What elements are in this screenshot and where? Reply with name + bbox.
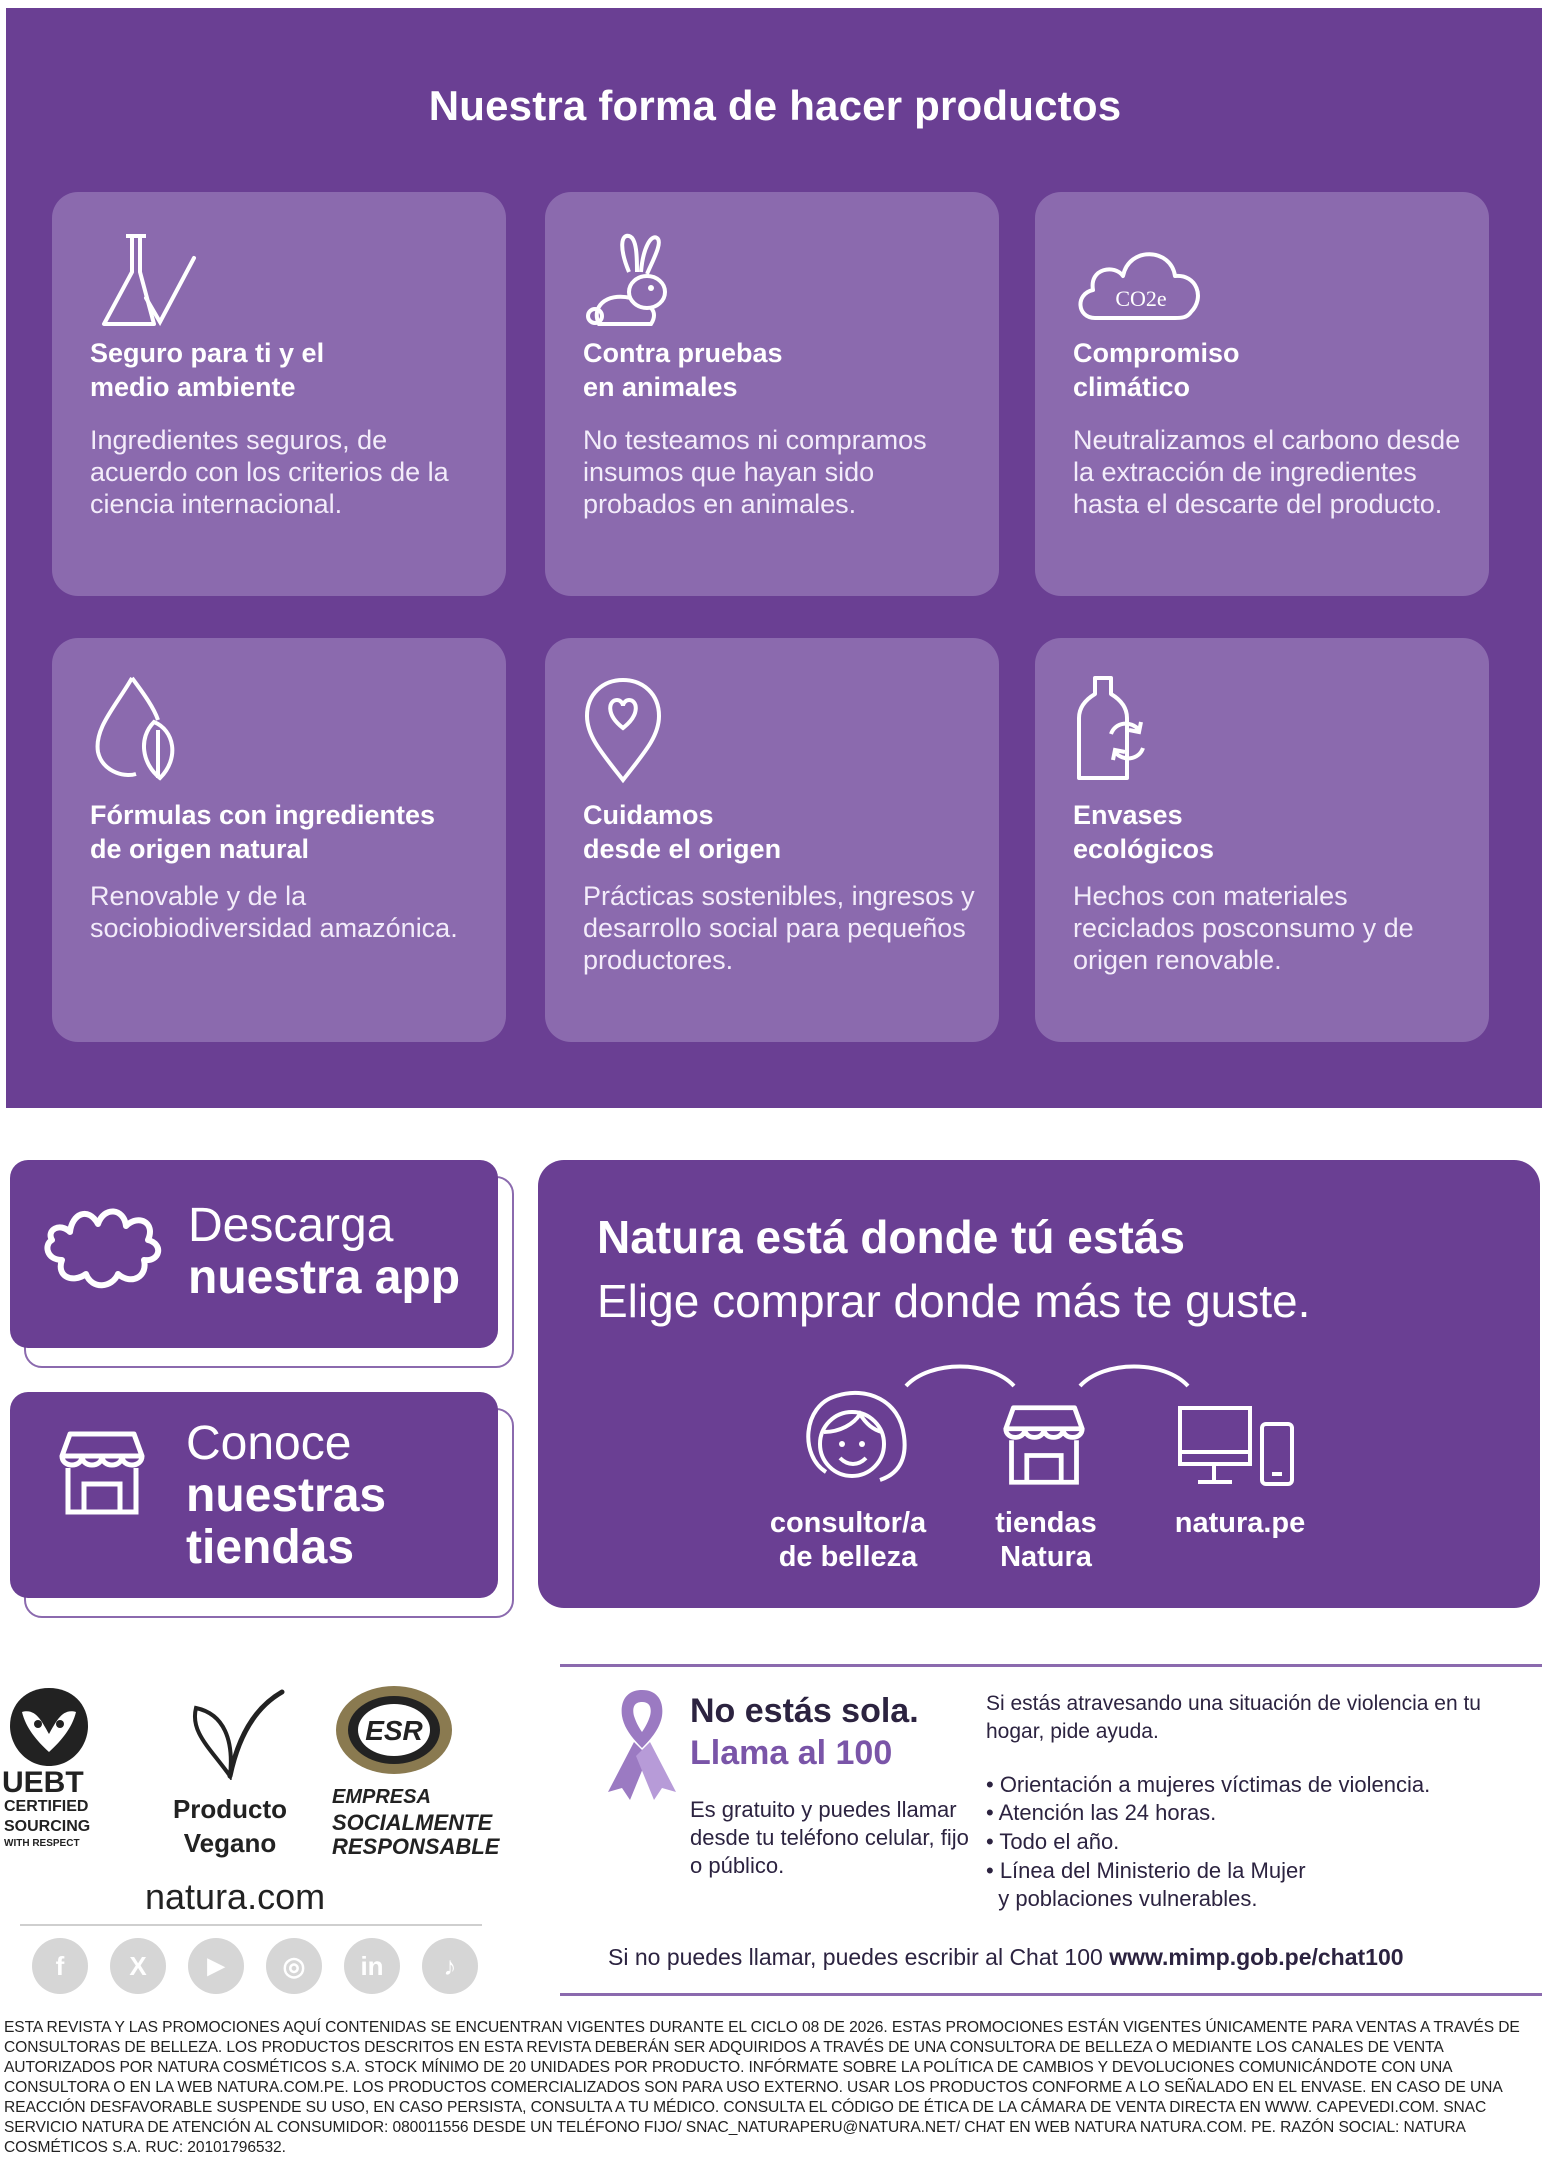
card-title: Contra pruebas bbox=[583, 338, 783, 368]
esr-line-3: RESPONSABLE bbox=[332, 1834, 500, 1859]
vegan-line-2: Vegano bbox=[183, 1828, 277, 1858]
channel-web[interactable] bbox=[1150, 1506, 1330, 1540]
uebt-certified: CERTIFIED bbox=[4, 1798, 89, 1815]
uebt-logo-icon bbox=[2, 1682, 96, 1772]
channel-stores[interactable] bbox=[966, 1506, 1126, 1574]
card-title: Envases bbox=[1073, 800, 1183, 830]
connector-arcs bbox=[900, 1356, 1200, 1396]
ribbon-icon bbox=[604, 1684, 680, 1800]
recycle-bottle-icon bbox=[1071, 674, 1181, 784]
card-title: desde el origen bbox=[583, 834, 782, 864]
youtube-icon[interactable]: ▶ bbox=[188, 1938, 244, 1994]
card-body: Renovable y de la sociobiodiversidad amazónica. bbox=[90, 881, 458, 943]
esr-letters: ESR bbox=[365, 1715, 423, 1746]
co2-cloud-icon bbox=[1071, 228, 1211, 338]
help-free-text: Es gratuito y puedes llamar desde tu teléfono celular, fijo o público. bbox=[690, 1797, 969, 1878]
app-line-1: Descarga bbox=[188, 1199, 394, 1252]
channel-label: Natura bbox=[1000, 1541, 1092, 1573]
divider bbox=[560, 1664, 1542, 1667]
channel-consultant[interactable] bbox=[748, 1506, 948, 1574]
vegan-line-1: Producto bbox=[172, 1794, 288, 1824]
card-body: Ingredientes seguros, de acuerdo con los criterios de la ciencia internacional. bbox=[90, 425, 449, 519]
channels-subheading: Elige comprar donde más te guste. bbox=[597, 1275, 1311, 1327]
help-situation: Si estás atravesando una situación de violencia en tu hogar, pide ayuda. bbox=[986, 1692, 1481, 1743]
divider bbox=[560, 1993, 1542, 1996]
computer-phone-icon bbox=[1176, 1404, 1298, 1490]
linkedin-icon[interactable]: in bbox=[344, 1938, 400, 1994]
card-title: Compromiso bbox=[1073, 338, 1240, 368]
location-heart-icon bbox=[581, 674, 691, 784]
natura-logo-icon bbox=[42, 1200, 172, 1300]
consultant-face-icon bbox=[796, 1386, 920, 1490]
card-title: climático bbox=[1073, 372, 1191, 402]
card-body: Hechos con materiales reciclados posconsumo y de origen renovable. bbox=[1073, 881, 1414, 975]
section-title: Nuestra forma de hacer productos bbox=[428, 82, 1122, 129]
card-title: Cuidamos bbox=[583, 800, 714, 830]
channel-label: consultor/a bbox=[769, 1507, 927, 1539]
vegan-leaf-icon bbox=[190, 1688, 286, 1780]
channel-label: tiendas bbox=[995, 1507, 1097, 1539]
card-climate bbox=[1035, 192, 1489, 596]
card-title: Fórmulas con ingredientes bbox=[90, 800, 436, 830]
esr-logo-icon bbox=[330, 1678, 458, 1780]
esr-line-1: EMPRESA bbox=[332, 1786, 431, 1808]
help-call: Llama al 100 bbox=[690, 1734, 893, 1772]
card-cruelty-free bbox=[545, 192, 999, 596]
uebt-sourcing: SOURCING bbox=[4, 1818, 91, 1835]
card-body: Neutralizamos el carbono desde la extracción de ingredientes hasta el descarte del producto. bbox=[1073, 425, 1461, 519]
chat-text: Si no puedes llamar, puedes escribir al Chat 100 bbox=[608, 1944, 1110, 1970]
channels-heading: Natura está donde tú estás bbox=[597, 1211, 1185, 1263]
app-line-2: nuestra app bbox=[188, 1251, 461, 1304]
card-packaging bbox=[1035, 638, 1489, 1042]
card-body: No testeamos ni compramos insumos que hayan sido probados en animales. bbox=[583, 425, 927, 519]
store-icon bbox=[996, 1402, 1092, 1488]
card-safe bbox=[52, 192, 506, 596]
chat-link[interactable]: www.mimp.gob.pe/chat100 bbox=[1109, 1944, 1404, 1970]
card-title: de origen natural bbox=[90, 834, 310, 864]
help-bullet: • Atención las 24 horas. bbox=[986, 1800, 1217, 1825]
help-title: No estás sola. bbox=[690, 1692, 919, 1730]
instagram-icon[interactable]: ◎ bbox=[266, 1938, 322, 1994]
help-bullet: y poblaciones vulnerables. bbox=[986, 1886, 1258, 1911]
stores-line-3: tiendas bbox=[186, 1521, 355, 1574]
uebt-respect: WITH RESPECT bbox=[4, 1838, 80, 1849]
help-bullet: • Todo el año. bbox=[986, 1829, 1120, 1854]
facebook-icon[interactable]: f bbox=[32, 1938, 88, 1994]
tiktok-icon[interactable]: ♪ bbox=[422, 1938, 478, 1994]
card-natural bbox=[52, 638, 506, 1042]
card-title: medio ambiente bbox=[90, 372, 296, 402]
store-icon bbox=[56, 1428, 148, 1518]
card-origin bbox=[545, 638, 999, 1042]
help-chat bbox=[608, 1944, 1404, 1971]
channel-label: natura.pe bbox=[1174, 1507, 1306, 1539]
card-title: ecológicos bbox=[1073, 834, 1215, 864]
website-link[interactable]: natura.com bbox=[145, 1876, 326, 1917]
stores-line-1: Conoce bbox=[186, 1417, 352, 1470]
card-title: en animales bbox=[583, 372, 738, 402]
help-bullet: • Orientación a mujeres víctimas de violencia. bbox=[986, 1772, 1431, 1797]
divider bbox=[20, 1924, 482, 1926]
card-title: Seguro para ti y el bbox=[90, 338, 325, 368]
download-app-button[interactable] bbox=[10, 1160, 498, 1348]
esr-line-2: SOCIALMENTE bbox=[332, 1810, 493, 1835]
stores-button[interactable] bbox=[10, 1392, 498, 1598]
cloud-label: CO2e bbox=[1115, 286, 1167, 311]
rabbit-icon bbox=[581, 228, 691, 338]
legal-text: ESTA REVISTA Y LAS PROMOCIONES AQUÍ CONTENIDAS SE ENCUENTRAN VIGENTES DURANTE EL CICLO 08 DE 2026. ESTAS PROMOCIONES ESTÁN VIGENTES ÚNICAMENTE PARA VENTAS A TRAVÉS DE CONSULTORAS DE BELLEZA. LOS PRODUCTOS DESCRITOS EN ESTA REVISTA DEBERÁN SER ADQUIRIDOS A TRAVÉS DE UNA CONSULTORA DE BELLEZA O MEDIANTE LOS CANALES DE VENTA AUTORIZADOS POR NATURA COSMÉTICOS S.A. STOCK MÍNIMO DE 20 UNIDADES POR PRODUCTO. INFÓRMATE SOBRE LA POLÍTICA DE CAMBIOS Y DEVOLUCIONES COMUNICÁNDOTE CON UNA CONSULTORA O EN LA WEB NATURA.COM.PE. LOS PRODUCTOS COMERCIALIZADOS SON PARA USO EXTERNO. USAR LOS PRODUCTOS CONFORME A LO SEÑALADO EN EL ENVASE. EN CASO DE UNA REACCIÓN DESFAVORABLE SUSPENDE SU USO, EN CASO PERSISTA, CONSULTA A TU MÉDICO. CONSULTA EL CÓDIGO DE ÉTICA DE LA CÁMARA DE VENTA DIRECTA EN WWW. CAPEVEDI.COM. SNAC SERVICIO NATURA DE ATENCIÓN AL CONSUMIDOR: 080011556 DESDE UN TELÉFONO FIJO/ SNAC_NATURAPERU@NATURA.NET/ CHAT EN WEB NATURA NATURA.COM. PE. RAZÓN SOCIAL: NATURA COSMÉTICOS S.A. RUC: 20101796532. bbox=[4, 2019, 1520, 2156]
stores-line-2: nuestras bbox=[186, 1469, 387, 1522]
x-icon[interactable]: X bbox=[110, 1938, 166, 1994]
drop-leaf-icon bbox=[88, 674, 198, 784]
flask-check-icon bbox=[88, 228, 198, 338]
channel-label: de belleza bbox=[778, 1541, 918, 1573]
uebt-title: UEBT bbox=[2, 1766, 84, 1799]
help-bullet: • Línea del Ministerio de la Mujer bbox=[986, 1858, 1306, 1883]
card-body: Prácticas sostenibles, ingresos y desarrollo social para pequeños productores. bbox=[583, 881, 975, 975]
